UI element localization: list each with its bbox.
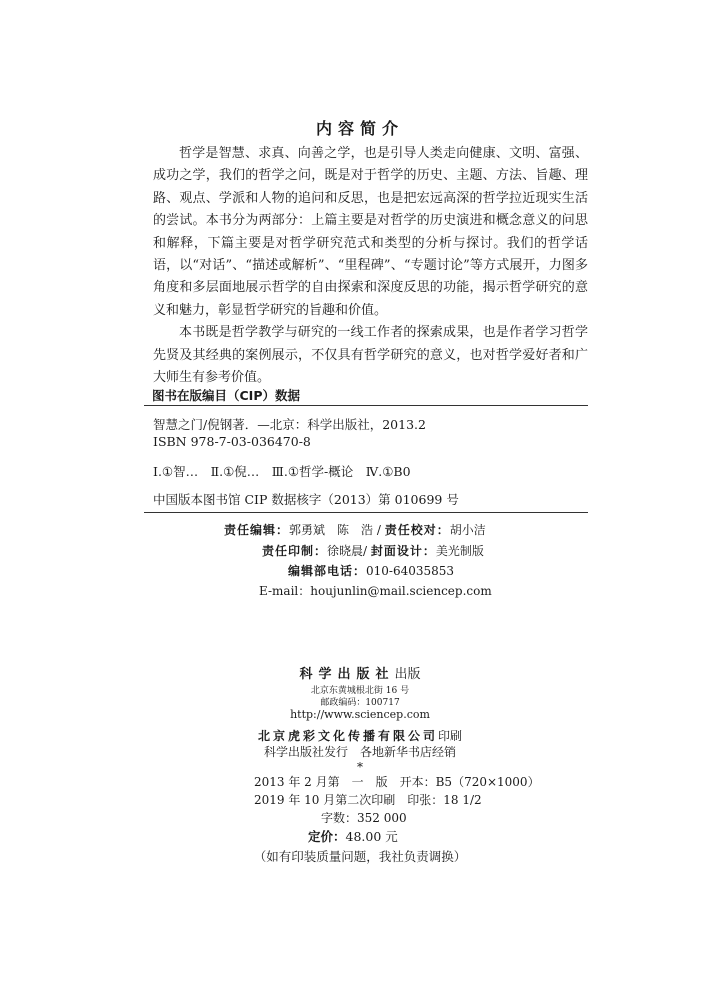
editor-value: 郭勇斌 陈 浩 <box>289 523 374 537</box>
printer-line <box>0 725 720 744</box>
cover-label: 封面设计： <box>370 544 436 558</box>
intro-paragraph: 本书既是哲学教学与研究的一线工作者的探索成果，也是作者学习哲学先贤及其经典的案例展示，不仅具有哲学研究的意义，也对哲学爱好者和广大师生有参考价值。 <box>153 325 588 386</box>
credits-phone <box>288 562 454 579</box>
print-label: 责任印制： <box>262 544 328 558</box>
editor-label: 责任编辑： <box>224 523 290 537</box>
cip-divider <box>144 405 588 406</box>
intro-paragraph: 哲学是智慧、求真、向善之学，也是引导人类走向健康、文明、富强、成功之学，我们的哲学之问，既是对于哲学的历史、主题、方法、旨趣、理路、观点、学派和人物的追问和反思，也是把宏远高深的哲学拉近现实生活的尝试。本书分为两部分：上篇主要是对哲学的历史演进和概念意义的问思和解释，下篇主要是对哲学研究范式和类型的分析与探讨。我们的哲学话语，以“对话”、“描述或解析”、“里程碑”、“专题讨论”等方式展开，力图多角度和多层面地展示哲学的自由探索和深度反思的功能，揭示哲学研究的意义和魅力，彰显哲学研究的旨趣和价值。 <box>153 146 588 318</box>
price-label: 定价： <box>308 829 346 844</box>
printer-suffix: 印刷 <box>438 729 463 743</box>
cip-divider <box>144 512 588 513</box>
printer-name: 北京虎彩文化传播有限公司 <box>257 729 438 743</box>
publisher-name: 科学出版社 <box>299 667 395 682</box>
publisher-website: http://www.sciencep.com <box>290 708 430 721</box>
cover-value: 美光制版 <box>435 544 484 558</box>
proof-value: 胡小洁 <box>449 523 486 537</box>
separator-star: * <box>357 760 363 774</box>
credits-email: E-mail：houjunlin@mail.sciencep.com <box>259 584 492 598</box>
credits-print: 责任印制：徐晓晨/ 封面设计：美光制版 <box>262 544 484 558</box>
distribution-line: 科学出版社发行 各地新华书店经销 <box>263 745 456 759</box>
publisher-suffix: 出版 <box>394 667 421 682</box>
print-value: 徐晓晨 <box>327 544 364 558</box>
publisher-line <box>0 663 720 682</box>
cip-line: 智慧之门/倪钢著．—北京：科学出版社，2013.2 <box>153 417 426 432</box>
phone-value: 010-64035853 <box>366 564 455 578</box>
price-line <box>308 827 398 845</box>
cip-isbn: ISBN 978-7-03-036470-8 <box>153 434 311 449</box>
intro-body <box>153 143 588 389</box>
wordcount-line: 字数：352 000 <box>321 811 407 825</box>
publisher-address: 北京东黄城根北街 16 号 <box>310 686 410 696</box>
proof-label: 责任校对： <box>384 523 450 537</box>
printing-line: 2019 年 10 月第二次印刷 印张：18 1/2 <box>254 793 482 807</box>
credits-editors: 责任编辑：郭勇斌 陈 浩 / 责任校对：胡小洁 <box>224 523 486 537</box>
price-value: 48.00 元 <box>345 829 398 844</box>
cip-title: 图书在版编目（CIP）数据 <box>152 388 300 403</box>
intro-title: 内容简介 <box>315 119 404 138</box>
phone-label: 编辑部电话： <box>288 564 367 578</box>
cip-record: 中国版本图书馆 CIP 数据核字（2013）第 010699 号 <box>153 492 459 507</box>
publisher-postcode: 邮政编码：100717 <box>320 698 400 708</box>
edition-line: 2013 年 2 月第 一 版 开本：B5（720×1000） <box>254 775 540 789</box>
cip-classification: Ⅰ.①智… Ⅱ.①倪… Ⅲ.①哲学-概论 Ⅳ.①B0 <box>153 464 411 479</box>
quality-notice: （如有印装质量问题，我社负责调换） <box>253 849 467 864</box>
